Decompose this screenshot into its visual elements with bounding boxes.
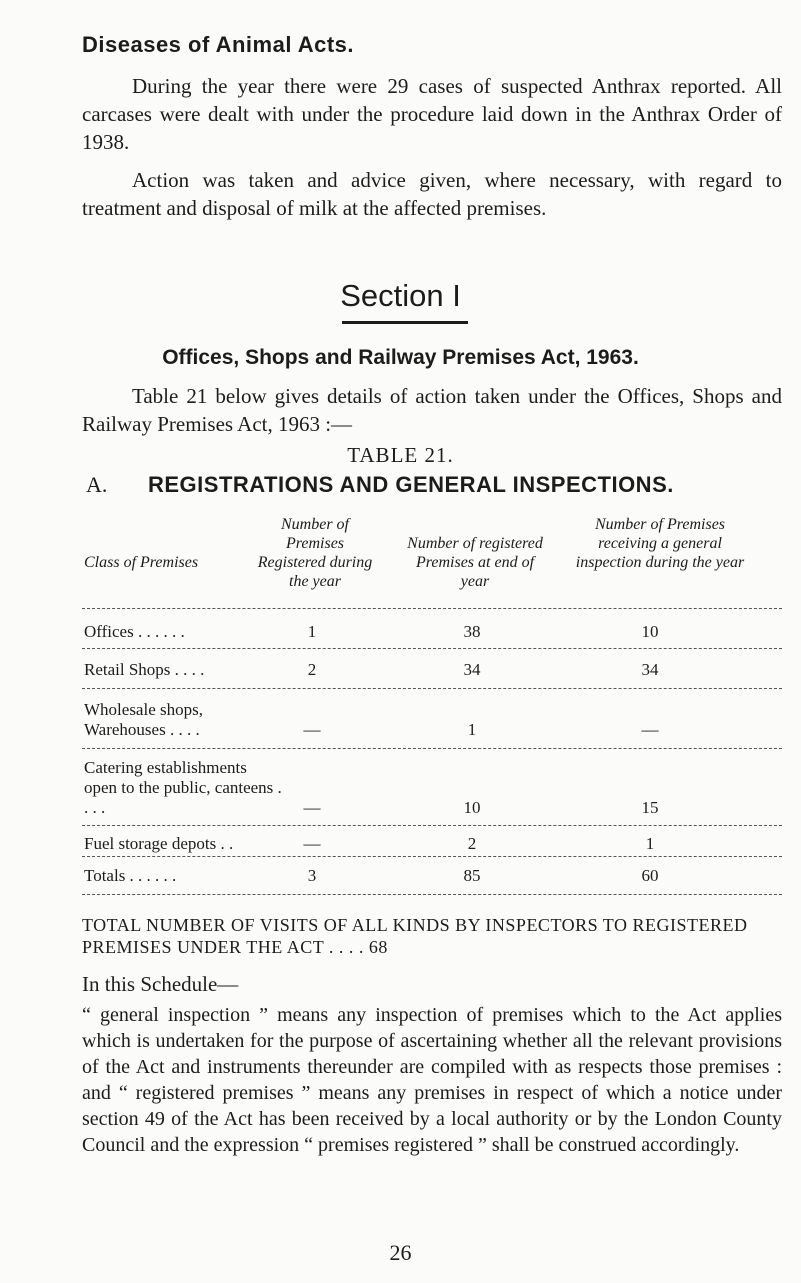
table-cell-inspected: 15 [641, 798, 659, 817]
table-cell-registered: 1 [307, 622, 317, 641]
table-divider [82, 856, 782, 858]
anthrax-paragraph: During the year there were 29 cases of suspected Anthrax reported. All carcases were dealt with under the procedure laid down in the Anthrax Order of 1938. [82, 74, 782, 154]
table-cell-end-of-year: 1 [467, 720, 477, 739]
act-heading: Offices, Shops and Railway Premises Act, 1963. [162, 346, 639, 369]
table-number: TABLE 21. [347, 443, 454, 467]
table-cell-end-of-year: 85 [463, 866, 481, 885]
table-cell-registered: — [303, 798, 321, 817]
table-cell-end-of-year: 34 [463, 660, 481, 679]
table-row-label: Wholesale shops, Warehouses . . . . [84, 700, 203, 739]
table-cell-registered: — [303, 834, 321, 853]
column-header-inspected: Number of Premises receiving a general inspection during the year [575, 516, 745, 571]
visits-total: TOTAL NUMBER OF VISITS OF ALL KINDS BY INSPECTORS TO REGISTERED PREMISES UNDER THE ACT . . . . 68 [82, 915, 748, 957]
table-divider [82, 894, 782, 896]
table-divider [82, 608, 782, 610]
table-row-label: Retail Shops . . . . [84, 660, 205, 679]
table-row-label: Offices . . . . . . [84, 622, 185, 641]
table-row-label: Fuel storage depots . . [84, 834, 234, 853]
section-underline [342, 321, 468, 324]
table-divider [82, 648, 782, 650]
table-divider [82, 748, 782, 750]
table-cell-inspected: 10 [641, 622, 659, 641]
column-header-registered: Number of Premises Registered during the year [257, 516, 373, 590]
table-title: REGISTRATIONS AND GENERAL INSPECTIONS. [148, 472, 674, 497]
table-cell-end-of-year: 10 [463, 798, 481, 817]
schedule-intro: In this Schedule— [82, 972, 239, 996]
table-cell-registered: — [303, 720, 321, 739]
table-cell-registered: 2 [307, 660, 317, 679]
page-number: 26 [389, 1240, 412, 1265]
table-divider [82, 825, 782, 827]
column-header-end-of-year: Number of registered Premises at end of year [407, 535, 543, 590]
act-intro-paragraph: Table 21 below gives details of action taken under the Offices, Shops and Railway Premises Act, 1963 :— [82, 384, 782, 436]
table-cell-end-of-year: 2 [467, 834, 477, 853]
section-title: Section I [340, 278, 461, 313]
table-row-label: Catering establishments open to the public, canteens . . . . [84, 758, 282, 817]
diseases-heading: Diseases of Animal Acts. [82, 32, 355, 57]
table-cell-registered: 3 [307, 866, 317, 885]
table-cell-end-of-year: 38 [463, 622, 481, 641]
table-cell-inspected: 1 [645, 834, 655, 853]
schedule-definitions: “ general inspection ” means any inspection of premises which to the Act applies which is undertaken for the purpose of ascertaining whether all the relevant provisions of the Act and instruments thereunder are compiled with as respects those premises : and “ registered premises ” means any premises in respect of which a notice under section 49 of the Act has been received by a local authority or by the London County Council and the expression “ premises registered ” shall be construed accordingly. [82, 1004, 782, 1156]
table-cell-inspected: 60 [641, 866, 659, 885]
column-header-class: Class of Premises [84, 554, 199, 571]
milk-paragraph: Action was taken and advice given, where necessary, with regard to treatment and disposal of milk at the affected premises. [82, 168, 782, 220]
table-section-label: A. [86, 472, 108, 497]
table-divider [82, 688, 782, 690]
table-cell-inspected: 34 [641, 660, 659, 679]
table-cell-inspected: — [641, 720, 659, 739]
table-row-label: Totals . . . . . . [84, 866, 177, 885]
